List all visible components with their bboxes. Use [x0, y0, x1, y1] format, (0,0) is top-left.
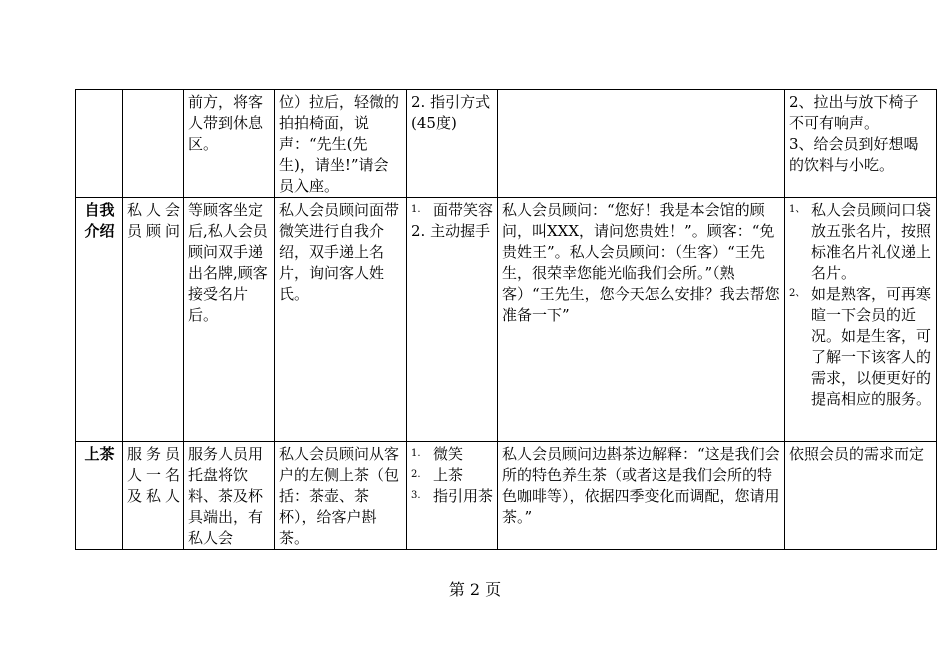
skill-cell: [407, 198, 498, 442]
notes-list: [789, 200, 933, 410]
skill-cell: [407, 90, 498, 198]
notes-cell: 依照会员的需求而定: [785, 442, 937, 550]
list-item: [789, 284, 933, 410]
page-number: 第 2 页: [448, 580, 502, 599]
list-item: [411, 465, 494, 486]
section-cell: 上茶: [76, 442, 123, 550]
list-text: 上茶: [433, 466, 464, 484]
skill-item: 2. 指引方式(45度): [411, 93, 491, 132]
list-number: 1、: [789, 204, 806, 215]
section-cell: 自我介绍: [76, 198, 123, 442]
table-row: [76, 442, 937, 550]
role-cell: [123, 90, 184, 198]
notes-cell: [785, 198, 937, 442]
action-cell: 私人会员顾问从客户的左侧上茶（包括：茶壶、茶杯），给客户斟茶。: [275, 442, 407, 550]
dialogue-cell: 私人会员顾问：“您好！我是本会馆的顾问，叫XXX，请问您贵姓！”。顾客：“免贵姓王”。私人会员顾问：（生客）“王先生，很荣幸您能光临我们会所。”（熟客）“王先生，您今天怎么安排？我去帮您准备一下”: [498, 198, 785, 442]
list-text: 微笑: [433, 445, 464, 463]
skill-cell: [407, 442, 498, 550]
list-number: 1.: [411, 204, 421, 215]
list-text: 私人会员顾问口袋放五张名片，按照标准名片礼仪递上名片。: [811, 201, 932, 282]
notes-cell: [785, 90, 937, 198]
skill-list: [411, 200, 494, 242]
table-row: [76, 90, 937, 198]
list-number: 1.: [411, 448, 421, 459]
procedure-table: [75, 89, 937, 550]
list-number: 2.: [411, 469, 421, 480]
standard-cell: 服务人员用托盘将饮料、茶及杯具端出，有私人会: [184, 442, 275, 550]
skill-list: [411, 444, 494, 507]
table-row: [76, 198, 937, 442]
list-item: [411, 200, 494, 221]
list-item: [411, 444, 494, 465]
list-text: 2. 主动握手: [411, 222, 491, 240]
list-item: [411, 221, 494, 242]
note-item: 2、拉出与放下椅子不可有响声。: [789, 93, 919, 132]
role-cell: 服务员人一名及私人: [123, 442, 184, 550]
action-cell: 位）拉后，轻微的拍拍椅面，说声：“先生(先生)，请坐!”请会员入座。: [275, 90, 407, 198]
role-cell: 私人会员顾问: [123, 198, 184, 442]
standard-cell: 前方，将客人带到休息区。: [184, 90, 275, 198]
list-item: [789, 200, 933, 284]
note-item: 3、给会员到好想喝的饮料与小吃。: [789, 135, 919, 174]
dialogue-cell: 私人会员顾问边斟茶边解释：“这是我们会所的特色养生茶（或者这是我们会所的特色咖啡等），依据四季变化而调配，您请用茶。”: [498, 442, 785, 550]
dialogue-cell: [498, 90, 785, 198]
list-text: 指引用茶: [433, 487, 494, 505]
section-cell: [76, 90, 123, 198]
list-text: 如是熟客，可再寒暄一下会员的近况。如是生客，可了解一下该客人的需求，以便更好的提高相应的服务。: [811, 285, 932, 408]
list-number: 2、: [789, 288, 806, 299]
standard-cell: 等顾客坐定后,私人会员顾问双手递出名牌,顾客接受名片后。: [184, 198, 275, 442]
action-cell: 私人会员顾问面带微笑进行自我介绍，双手递上名片，询问客人姓氏。: [275, 198, 407, 442]
list-text: 面带笑容: [433, 201, 494, 219]
list-number: 3.: [411, 490, 421, 501]
list-item: [411, 486, 494, 507]
